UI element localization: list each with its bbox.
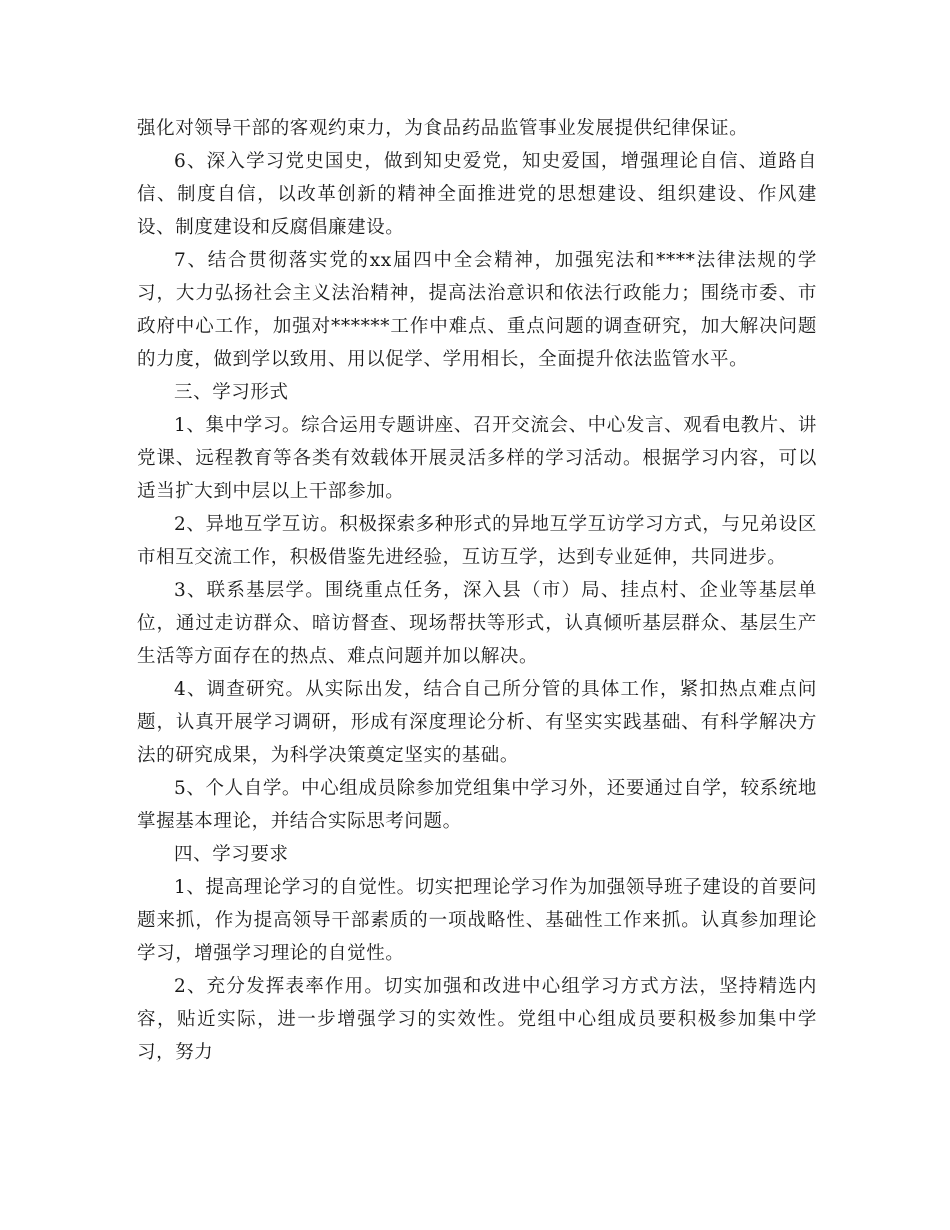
paragraph-form-2: 2、异地互学互访。积极探索多种形式的异地互学互访学习方式，与兄弟设区市相互交流工作，积极借鉴先进经验，互访互学，达到专业延伸，共同进步。 [137, 514, 817, 568]
section-heading-learning-forms: 三、学习形式 [174, 382, 289, 403]
paragraph-requirement-2: 2、充分发挥表率作用。切实加强和改进中心组学习方式方法，坚持精选内容，贴近实际，进一步增强学习的实效性。党组中心组成员要积极参加集中学习，努力 [137, 976, 817, 1063]
paragraph-requirement-1: 1、提高理论学习的自觉性。切实把理论学习作为加强领导班子建设的首要问题来抓，作为提高领导干部素质的一项战略性、基础性工作来抓。认真参加理论学习，增强学习理论的自觉性。 [137, 877, 817, 964]
paragraph-form-5: 5、个人自学。中心组成员除参加党组集中学习外，还要通过自学，较系统地掌握基本理论，并结合实际思考问题。 [137, 778, 817, 832]
section-heading-learning-requirements: 四、学习要求 [174, 844, 289, 865]
paragraph-form-4: 4、调查研究。从实际出发，结合自己所分管的具体工作，紧扣热点难点问题，认真开展学习调研，形成有深度理论分析、有坚实实践基础、有科学解决方法的研究成果，为科学决策奠定坚实的基础。 [137, 679, 817, 766]
paragraph-continuation: 强化对领导干部的客观约束力，为食品药品监管事业发展提供纪律保证。 [137, 118, 749, 139]
document-body [137, 112, 817, 1069]
paragraph-item-7: 7、结合贯彻落实党的xx届四中全会精神，加强宪法和****法律法规的学习，大力弘扬社会主义法治精神，提高法治意识和依法行政能力；围绕市委、市政府中心工作，加强对******工作中难点、重点问题的调查研究，加大解决问题的力度，做到学以致用、用以促学、学用相长，全面提升依法监管水平。 [137, 250, 817, 370]
paragraph-form-3: 3、联系基层学。围绕重点任务，深入县（市）局、挂点村、企业等基层单位，通过走访群众、暗访督查、现场帮扶等形式，认真倾听基层群众、基层生产生活等方面存在的热点、难点问题并加以解决。 [137, 580, 817, 667]
paragraph-form-1: 1、集中学习。综合运用专题讲座、召开交流会、中心发言、观看电教片、讲党课、远程教育等各类有效载体开展灵活多样的学习活动。根据学习内容，可以适当扩大到中层以上干部参加。 [137, 415, 817, 502]
paragraph-item-6: 6、深入学习党史国史，做到知史爱党，知史爱国，增强理论自信、道路自信、制度自信，以改革创新的精神全面推进党的思想建设、组织建设、作风建设、制度建设和反腐倡廉建设。 [137, 151, 817, 238]
